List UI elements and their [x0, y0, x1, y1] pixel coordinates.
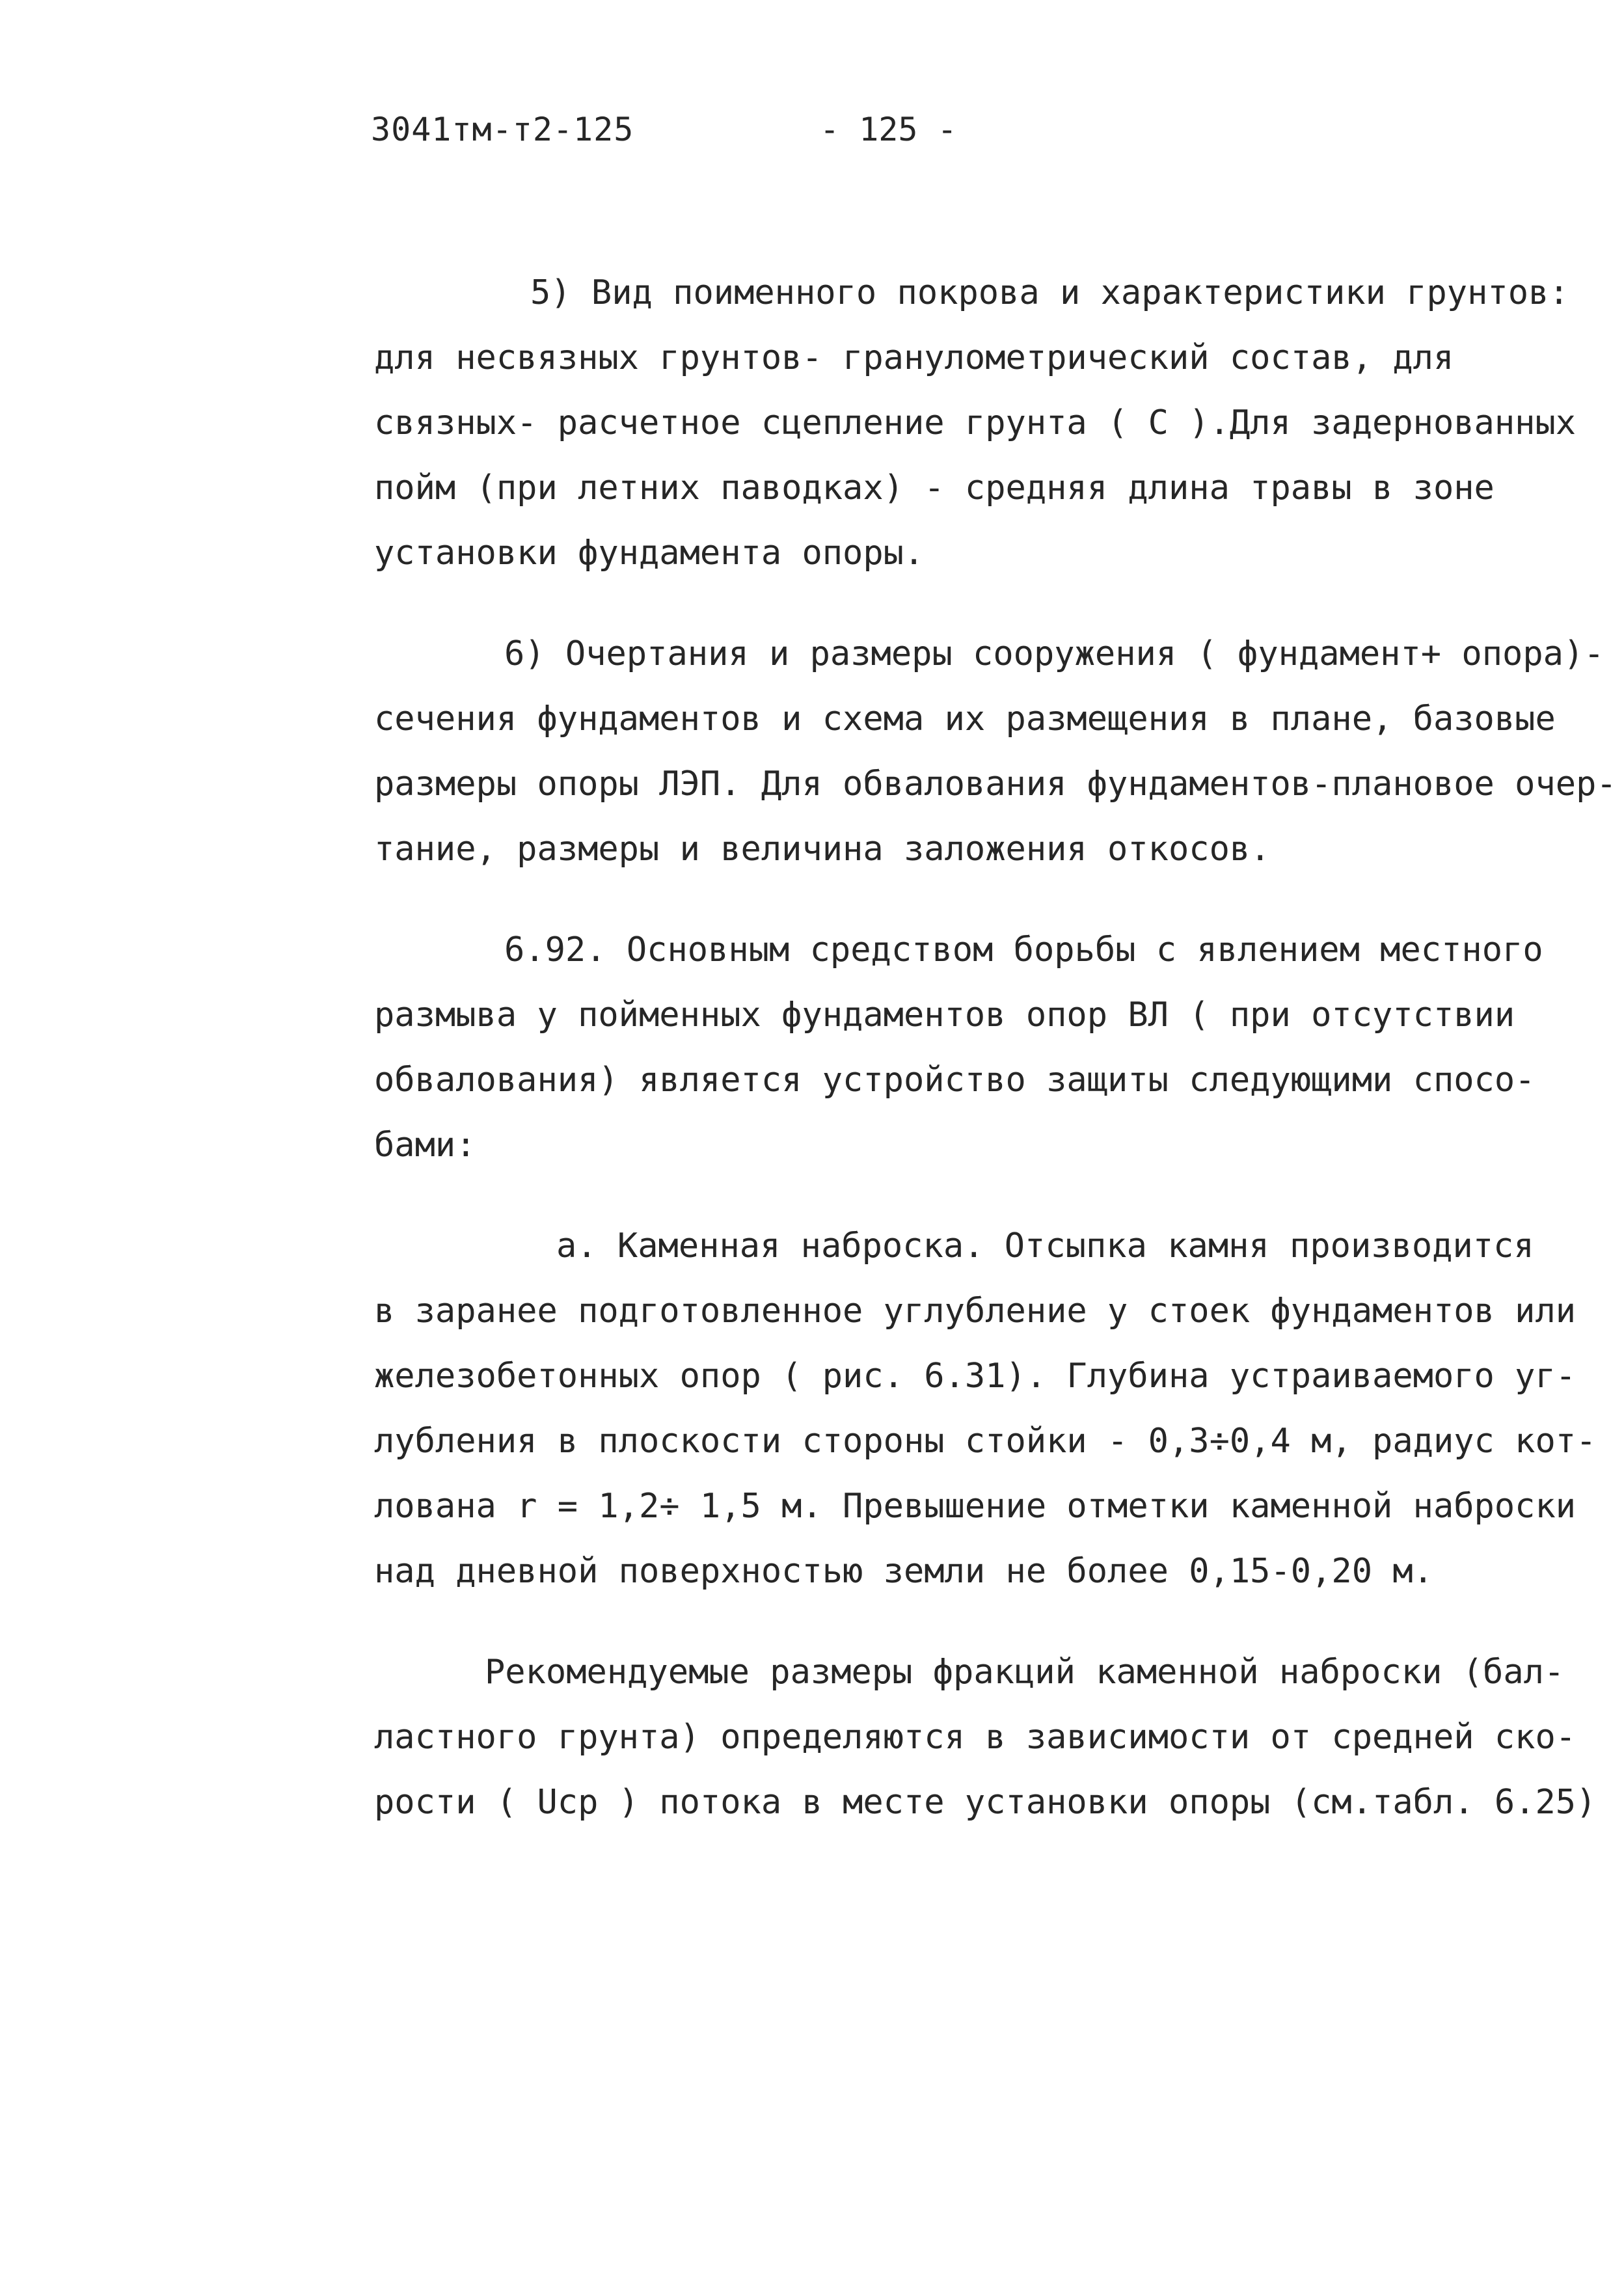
text-line: 6.92. Основным средством борьбы с явлением местного [504, 930, 1543, 969]
text-line: ластного грунта) определяются в зависимости от средней ско- [374, 1718, 1577, 1757]
text-line: лубления в плоскости стороны стойки - 0,3÷0,4 м, радиус кот- [374, 1422, 1597, 1461]
page-number: - 125 - [820, 111, 957, 148]
text-line: тание, размеры и величина заложения откосов. [374, 830, 1271, 869]
text-line: пойм (при летних паводках) - средняя длина травы в зоне [374, 468, 1495, 508]
paragraph-structure-dimensions [374, 621, 1617, 882]
text-line: для несвязных грунтов- гранулометрический состав, для [374, 338, 1454, 377]
text-line: 5) Вид поименного покрова и характеристики грунтов: [530, 273, 1569, 312]
text-line: а. Каменная наброска. Отсыпка камня производится [556, 1226, 1534, 1266]
text-line: железобетонных опор ( рис. 6.31). Глубина устраиваемого уг- [374, 1357, 1577, 1396]
document-code: 3041тм-т2-125 [371, 111, 634, 148]
paragraph-soil-characteristics [374, 260, 1578, 586]
text-line: над дневной поверхностью земли не более 0,15-0,20 м. [374, 1552, 1433, 1591]
body-text [374, 260, 1617, 1871]
text-line: рости ( Uср ) потока в месте установки опоры (см.табл. 6.25) [374, 1783, 1597, 1822]
text-line: в заранее подготовленное углубление у стоек фундаментов или [374, 1292, 1577, 1331]
text-line: 6) Очертания и размеры сооружения ( фундамент+ опора)- [504, 634, 1604, 673]
text-line: размеры опоры ЛЭП. Для обвалования фундаментов-плановое очер- [374, 765, 1617, 804]
text-line: бами: [374, 1126, 476, 1165]
paragraph-6-92 [374, 917, 1578, 1178]
text-line: обвалования) является устройство защиты следующими спосо- [374, 1061, 1536, 1100]
paragraph-stone-fill [374, 1213, 1597, 1604]
text-line: лована r = 1,2÷ 1,5 м. Превышение отметки каменной наброски [374, 1487, 1577, 1526]
text-line: размыва у пойменных фундаментов опор ВЛ ( при отсутствии [374, 996, 1515, 1035]
text-line: установки фундамента опоры. [374, 534, 925, 573]
text-line: связных- расчетное сцепление грунта ( С ).Для задернованных [374, 403, 1577, 442]
text-line: Рекомендуемые размеры фракций каменной наброски (бал- [485, 1653, 1565, 1692]
text-line: сечения фундаментов и схема их размещения в плане, базовые [374, 699, 1556, 738]
paragraph-recommended-fractions [374, 1640, 1597, 1835]
page-header [371, 111, 1347, 163]
